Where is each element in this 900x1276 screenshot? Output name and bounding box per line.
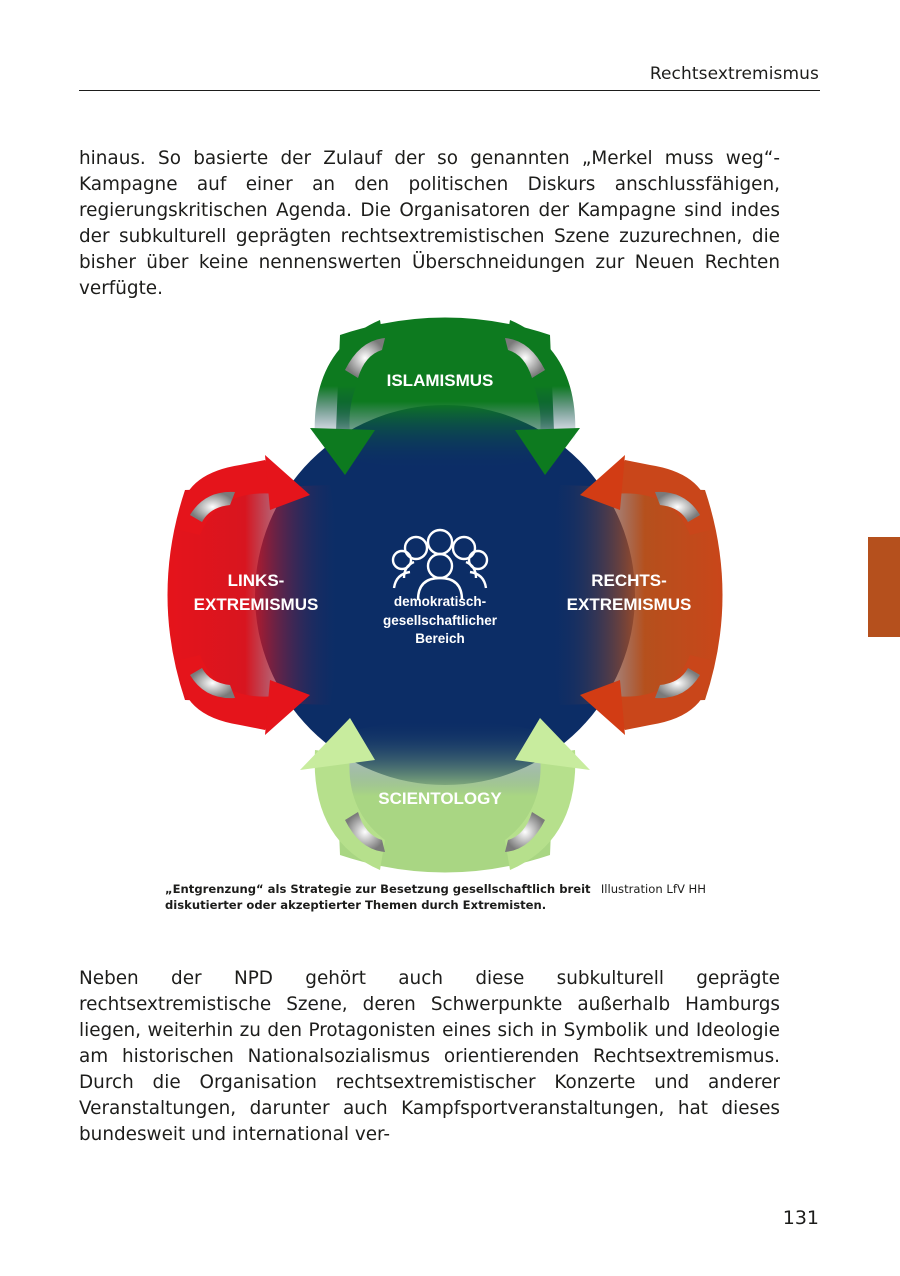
center-label-line1: demokratisch- [393, 594, 487, 609]
label-rechts-line2: EXTREMISMUS [566, 595, 692, 614]
center-label-line3: Bereich [415, 631, 465, 646]
page-header-title: Rechtsextremismus [649, 64, 819, 84]
center-label-line2: gesellschaftlicher [382, 613, 498, 628]
header-rule [79, 90, 820, 91]
label-scientology: SCIENTOLOGY [378, 789, 502, 808]
caption-text: „Entgrenzung“ als Strategie zur Besetzung gesellschaftlich breit diskutierter oder akzeptierter Themen durch Extremisten. [165, 882, 591, 912]
entgrenzung-diagram [160, 310, 730, 880]
label-links-line2: EXTREMISMUS [193, 595, 319, 614]
label-rechts-line1: RECHTS- [591, 571, 667, 590]
section-side-tab [868, 537, 900, 637]
body-paragraph-2: Neben der NPD gehört auch diese subkulturell geprägte rechtsextremistische Szene, deren Schwerpunkte außerhalb Hamburgs liegen, weiterhin zu den Protagonisten eines sich in Symbolik und Ideologie am historischen Nationalsozialismus orientierenden Rechtsextremismus. Durch die Organisation rechtsextremistischer Konzerte und anderer Veranstaltungen, darunter auch Kampfsportveranstaltungen, hat dieses bundesweit und international ver- [79, 968, 780, 1145]
islamismus-lobe [310, 318, 580, 476]
body-paragraph-1: hinaus. So basierte der Zulauf der so genannten „Merkel muss weg“-Kampagne auf einer an den politischen Diskurs anschlussfähigen, regierungskritischen Agenda. Die Organisatoren der Kampagne sind indes der subkulturell geprägten rechtsextremistischen Szene zuzurechnen, die bisher über keine nennenswerten Überschneidungen zur Neuen Rechten verfügte. [79, 148, 780, 299]
page-number: 131 [782, 1207, 819, 1229]
label-islamismus: ISLAMISMUS [386, 371, 494, 390]
caption-credit: Illustration LfV HH [600, 882, 706, 896]
label-links-line1: LINKS- [227, 571, 285, 590]
figure-caption [165, 881, 706, 913]
